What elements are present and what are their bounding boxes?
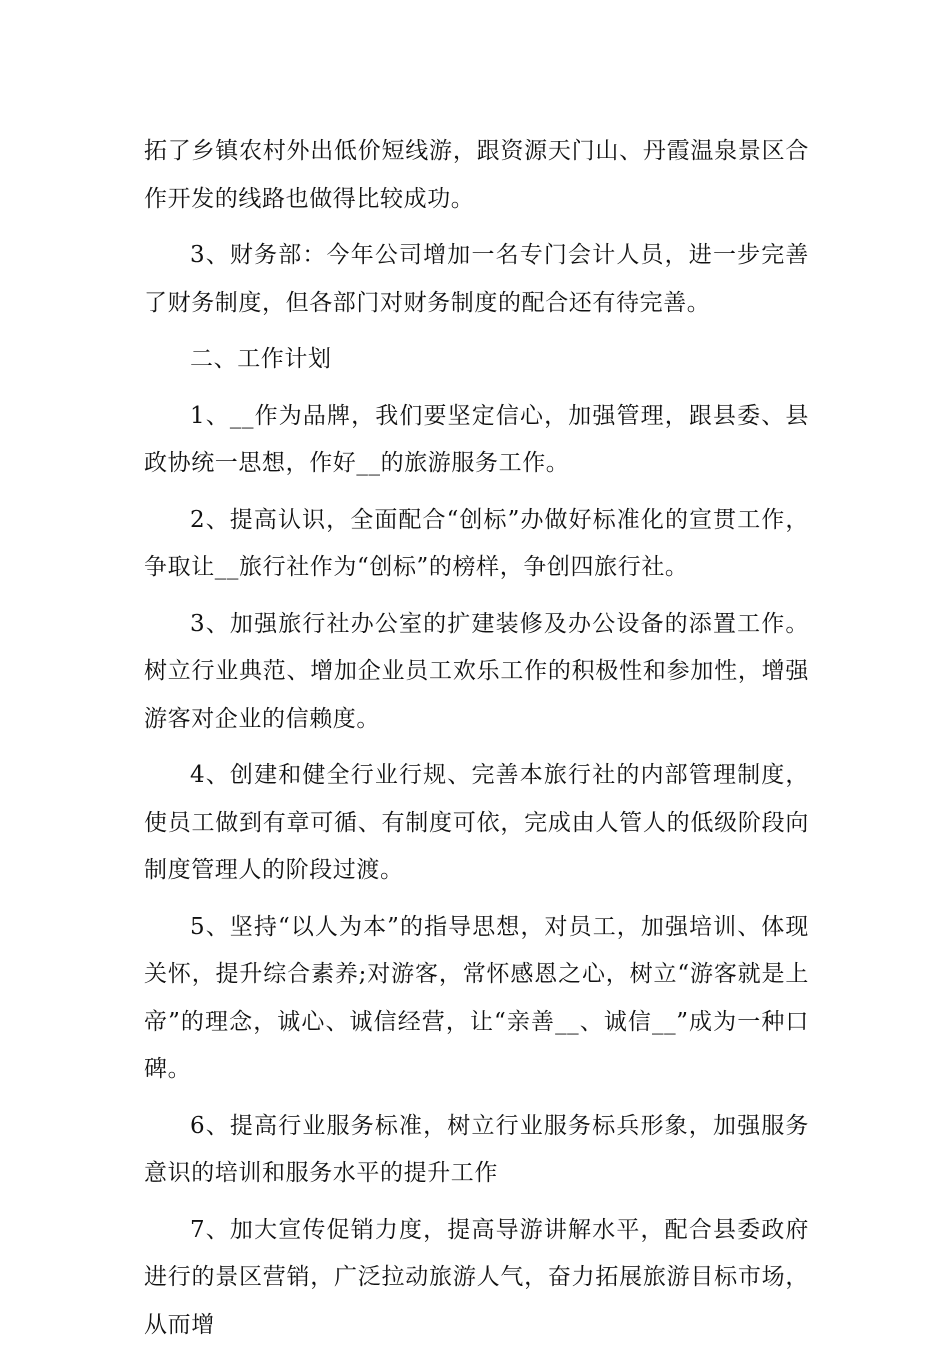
paragraph-plan-2: 2、提高认识，全面配合“创标”办做好标准化的宣贯工作，争取让__旅行社作为“创标”的榜样，争创四旅行社。 — [144, 506, 809, 580]
paragraph-finance: 3、财务部：今年公司增加一名专门会计人员，进一步完善了财务制度，但各部门对财务制度的配合还有待完善。 — [144, 242, 809, 316]
paragraph-plan-1: 1、__作为品牌，我们要坚定信心，加强管理，跟县委、县政协统一思想，作好__的旅游服务工作。 — [144, 402, 809, 476]
paragraph-continued: 拓了乡镇农村外出低价短线游，跟资源天门山、丹霞温泉景区合作开发的线路也做得比较成功。 — [144, 138, 809, 212]
document-body — [144, 128, 809, 1358]
paragraph-plan-3: 3、加强旅行社办公室的扩建装修及办公设备的添置工作。树立行业典范、增加企业员工欢乐工作的积极性和参加性，增强游客对企业的信赖度。 — [144, 610, 809, 732]
paragraph-plan-4: 4、创建和健全行业行规、完善本旅行社的内部管理制度，使员工做到有章可循、有制度可依，完成由人管人的低级阶段向制度管理人的阶段过渡。 — [144, 762, 809, 883]
paragraph-plan-6: 6、提高行业服务标准，树立行业服务标兵形象，加强服务意识的培训和服务水平的提升工作 — [144, 1112, 809, 1186]
paragraph-plan-5: 5、坚持“以人为本”的指导思想，对员工，加强培训、体现关怀，提升综合素养;对游客，常怀感恩之心，树立“游客就是上帝”的理念，诚心、诚信经营，让“亲善__、诚信__”成为一种口碑。 — [144, 913, 809, 1082]
section-heading-work-plan: 二、工作计划 — [190, 346, 332, 372]
paragraph-plan-7: 7、加大宣传促销力度，提高导游讲解水平，配合县委政府进行的景区营销，广泛拉动旅游人气，奋力拓展旅游目标市场，从而增 — [144, 1216, 809, 1338]
